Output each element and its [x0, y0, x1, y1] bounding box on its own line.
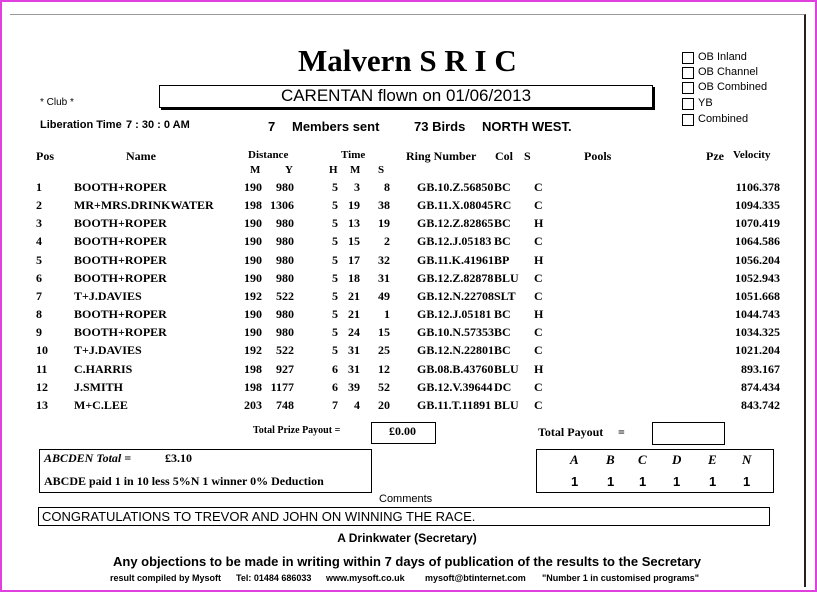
cell-s: 52 [378, 379, 390, 394]
cell-pos: 3 [36, 216, 42, 231]
option-label: OB Inland [698, 51, 747, 63]
secretary: A Drinkwater (Secretary) [337, 531, 477, 545]
cell-ring: GB.08.B.43760 [417, 361, 494, 376]
cell-y: 980 [276, 234, 294, 249]
cell-col: BLU [494, 397, 519, 412]
abcde-note: ABCDE paid 1 in 10 less 5%N 1 winner 0% Deduction [44, 474, 324, 488]
cell-h: 6 [332, 379, 338, 394]
cell-mi: 3 [354, 180, 360, 194]
cell-y: 980 [276, 180, 294, 194]
cell-mi: 31 [348, 361, 360, 376]
option-label: YB [698, 97, 713, 109]
liberation-time: 7 : 30 : 0 AM [126, 119, 190, 131]
cell-vel: 893.167 [741, 361, 780, 376]
header-distance: Distance [248, 149, 289, 161]
cell-mi: 17 [348, 252, 360, 267]
cell-y: 927 [276, 361, 294, 376]
cell-pos: 1 [36, 180, 42, 194]
cell-ring: GB.12.J.05181 [417, 307, 492, 322]
option-checkbox[interactable] [682, 52, 694, 64]
cell-h: 5 [332, 288, 338, 303]
cell-ring: GB.10.Z.56850 [417, 180, 494, 194]
option-label: OB Combined [698, 81, 768, 93]
cell-sex: C [534, 198, 543, 213]
cell-col: BC [494, 216, 511, 231]
cell-name: BOOTH+ROPER [74, 270, 167, 285]
total-payout-label: Total Payout [538, 425, 604, 439]
cell-m: 198 [244, 361, 262, 376]
pool-letter: E [708, 452, 717, 467]
cell-sex: C [534, 234, 543, 249]
cell-vel: 874.434 [741, 379, 780, 394]
header-time-s: S [378, 164, 385, 176]
cell-sex: C [534, 397, 543, 412]
header-pze: Pze [706, 149, 724, 163]
cell-name: BOOTH+ROPER [74, 307, 167, 322]
cell-s: 25 [378, 343, 390, 358]
cell-vel: 843.742 [741, 397, 780, 412]
cell-s: 2 [384, 234, 390, 249]
cell-h: 5 [332, 180, 338, 194]
header-pools: Pools [584, 149, 612, 163]
cell-vel: 1056.204 [735, 252, 780, 267]
cell-mi: 31 [348, 343, 360, 358]
cell-s: 1 [384, 307, 390, 322]
cell-mi: 4 [354, 397, 360, 412]
club-title: Malvern S R I C [298, 43, 517, 78]
comment-text: CONGRATULATIONS TO TREVOR AND JOHN ON WINNING THE RACE. [42, 509, 476, 524]
cell-m: 190 [244, 270, 262, 285]
cell-name: M+C.LEE [74, 397, 128, 412]
cell-m: 198 [244, 379, 262, 394]
cell-vel: 1044.743 [735, 307, 780, 322]
pool-letter: B [606, 452, 615, 467]
cell-col: BC [494, 325, 511, 340]
cell-mi: 18 [348, 270, 360, 285]
cell-h: 5 [332, 270, 338, 285]
cell-y: 1306 [270, 198, 294, 213]
cell-vel: 1064.586 [735, 234, 780, 249]
cell-h: 5 [332, 325, 338, 340]
cell-col: SLT [494, 288, 516, 303]
cell-sex: H [534, 252, 544, 267]
cell-h: 5 [332, 216, 338, 231]
direction: NORTH WEST. [482, 119, 572, 134]
birds-count: 73 Birds [414, 119, 466, 134]
cell-m: 190 [244, 216, 262, 231]
option-checkbox[interactable] [682, 82, 694, 94]
cell-sex: H [534, 361, 544, 376]
cell-h: 5 [332, 343, 338, 358]
cell-mi: 19 [348, 198, 360, 213]
cell-pos: 12 [36, 379, 48, 394]
cell-y: 522 [276, 343, 294, 358]
cell-vel: 1106.378 [735, 180, 780, 194]
cell-h: 7 [332, 397, 338, 412]
pool-value: 1 [571, 474, 579, 489]
cell-pos: 11 [36, 361, 48, 376]
cell-y: 980 [276, 325, 294, 340]
cell-col: RC [494, 198, 512, 213]
results-page [10, 14, 806, 587]
cell-mi: 13 [348, 216, 360, 231]
cell-s: 31 [378, 270, 390, 285]
cell-mi: 24 [348, 325, 360, 340]
pool-letter: D [672, 452, 682, 467]
pool-letter: A [570, 452, 579, 467]
cell-m: 190 [244, 307, 262, 322]
cell-vel: 1094.335 [735, 198, 780, 213]
cell-vel: 1034.325 [735, 325, 780, 340]
cell-sex: C [534, 270, 543, 285]
pool-value: 1 [673, 474, 681, 489]
cell-pos: 8 [36, 307, 42, 322]
cell-s: 19 [378, 216, 390, 231]
pool-value: 1 [743, 474, 751, 489]
cell-sex: C [534, 379, 543, 394]
comments-label: Comments [379, 493, 433, 505]
cell-pos: 7 [36, 288, 42, 303]
cell-y: 1177 [270, 379, 294, 394]
cell-m: 192 [244, 343, 262, 358]
cell-h: 5 [332, 234, 338, 249]
cell-m: 203 [244, 397, 262, 412]
cell-pos: 9 [36, 325, 42, 340]
cell-pos: 5 [36, 252, 42, 267]
cell-mi: 39 [348, 379, 360, 394]
option-checkbox[interactable] [682, 114, 694, 126]
cell-ring: GB.12.N.22708 [417, 288, 495, 303]
cell-name: T+J.DAVIES [74, 343, 142, 358]
header-name: Name [126, 149, 156, 163]
liberation-label: Liberation Time [40, 119, 122, 131]
cell-pos: 2 [36, 198, 42, 213]
total-payout-eq: = [618, 425, 625, 439]
cell-col: BC [494, 343, 511, 358]
pool-value: 1 [639, 474, 647, 489]
members-label: Members sent [292, 119, 380, 134]
cell-ring: GB.11.K.41961 [417, 252, 495, 267]
cell-s: 8 [384, 180, 390, 194]
cell-m: 192 [244, 288, 262, 303]
cell-m: 198 [244, 198, 262, 213]
cell-ring: GB.10.N.57353 [417, 325, 495, 340]
header-ring: Ring Number [406, 149, 477, 163]
footer-compiled: result compiled by Mysoft [110, 573, 222, 583]
header-dist-m: M [250, 164, 261, 176]
cell-name: T+J.DAVIES [74, 288, 142, 303]
cell-sex: H [534, 216, 544, 231]
cell-vel: 1051.668 [735, 288, 780, 303]
abcden-value: £3.10 [165, 451, 192, 465]
cell-m: 190 [244, 325, 262, 340]
footer-tel: Tel: 01484 686033 [236, 573, 312, 583]
cell-sex: H [534, 307, 544, 322]
header-time-h: H [329, 164, 338, 176]
cell-s: 38 [378, 198, 390, 213]
cell-s: 49 [378, 288, 390, 303]
cell-name: MR+MRS.DRINKWATER [74, 198, 214, 213]
cell-col: BLU [494, 270, 519, 285]
pool-letter: N [742, 452, 752, 467]
cell-col: BC [494, 234, 511, 249]
cell-s: 15 [378, 325, 390, 340]
club-label: * Club * [40, 97, 74, 108]
header-time: Time [341, 149, 366, 161]
cell-mi: 21 [348, 288, 360, 303]
cell-m: 190 [244, 180, 262, 194]
option-checkbox[interactable] [682, 67, 694, 79]
pool-value: 1 [607, 474, 615, 489]
cell-name: BOOTH+ROPER [74, 216, 167, 231]
cell-s: 20 [378, 397, 390, 412]
cell-ring: GB.11.T.11891 [417, 397, 492, 412]
cell-sex: C [534, 343, 543, 358]
header-velocity: Velocity [733, 149, 771, 161]
cell-name: J.SMITH [74, 379, 124, 394]
footer-web: www.mysoft.co.uk [326, 573, 405, 583]
cell-mi: 21 [348, 307, 360, 322]
cell-col: BC [494, 180, 511, 194]
cell-y: 980 [276, 216, 294, 231]
option-checkbox[interactable] [682, 98, 694, 110]
cell-vel: 1070.419 [735, 216, 780, 231]
cell-ring: GB.12.Z.82865 [417, 216, 494, 231]
pool-letter: C [638, 452, 647, 467]
header-dist-y: Y [285, 164, 293, 176]
total-payout-box [652, 422, 725, 445]
cell-col: DC [494, 379, 512, 394]
cell-col: BC [494, 307, 511, 322]
race-title: CARENTAN flown on 01/06/2013 [280, 86, 532, 105]
option-label: Combined [698, 113, 749, 125]
cell-y: 980 [276, 252, 294, 267]
cell-vel: 1052.943 [735, 270, 780, 285]
cell-y: 980 [276, 270, 294, 285]
cell-pos: 10 [36, 343, 48, 358]
header-pos: Pos [36, 149, 54, 163]
footer-email: mysoft@btinternet.com [425, 573, 526, 583]
cell-y: 748 [276, 397, 294, 412]
members-count: 7 [268, 119, 276, 134]
abcden-label: ABCDEN Total = [44, 451, 132, 465]
header-time-m: M [350, 164, 361, 176]
cell-name: BOOTH+ROPER [74, 252, 167, 267]
cell-h: 5 [332, 252, 338, 267]
cell-sex: C [534, 288, 543, 303]
cell-ring: GB.12.V.39644 [417, 379, 493, 394]
pool-value: 1 [709, 474, 717, 489]
cell-col: BP [494, 252, 510, 267]
cell-h: 5 [332, 307, 338, 322]
total-prize-value: £0.00 [389, 424, 416, 438]
cell-y: 980 [276, 307, 294, 322]
cell-m: 190 [244, 252, 262, 267]
header-sex: S [524, 149, 531, 163]
cell-m: 190 [244, 234, 262, 249]
cell-sex: C [534, 325, 543, 340]
cell-ring: GB.12.N.22801 [417, 343, 495, 358]
total-prize-label: Total Prize Payout = [253, 425, 341, 436]
cell-name: BOOTH+ROPER [74, 234, 167, 249]
cell-pos: 6 [36, 270, 42, 285]
cell-col: BLU [494, 361, 519, 376]
cell-h: 5 [332, 198, 338, 213]
cell-ring: GB.12.Z.82878 [417, 270, 494, 285]
cell-vel: 1021.204 [735, 343, 780, 358]
cell-pos: 13 [36, 397, 48, 412]
objections-notice: Any objections to be made in writing within 7 days of publication of the results to the Secretary [113, 554, 701, 569]
cell-name: BOOTH+ROPER [74, 325, 167, 340]
header-col: Col [495, 149, 513, 163]
cell-s: 12 [378, 361, 390, 376]
cell-pos: 4 [36, 234, 42, 249]
cell-h: 6 [332, 361, 338, 376]
cell-s: 32 [378, 252, 390, 267]
cell-name: C.HARRIS [74, 361, 133, 376]
cell-sex: C [534, 180, 543, 194]
option-label: OB Channel [698, 66, 758, 78]
cell-name: BOOTH+ROPER [74, 180, 167, 194]
cell-mi: 15 [348, 234, 360, 249]
cell-ring: GB.12.J.05183 [417, 234, 492, 249]
cell-y: 522 [276, 288, 294, 303]
footer-slogan: "Number 1 in customised programs" [542, 573, 700, 583]
cell-ring: GB.11.X.08045 [417, 198, 494, 213]
